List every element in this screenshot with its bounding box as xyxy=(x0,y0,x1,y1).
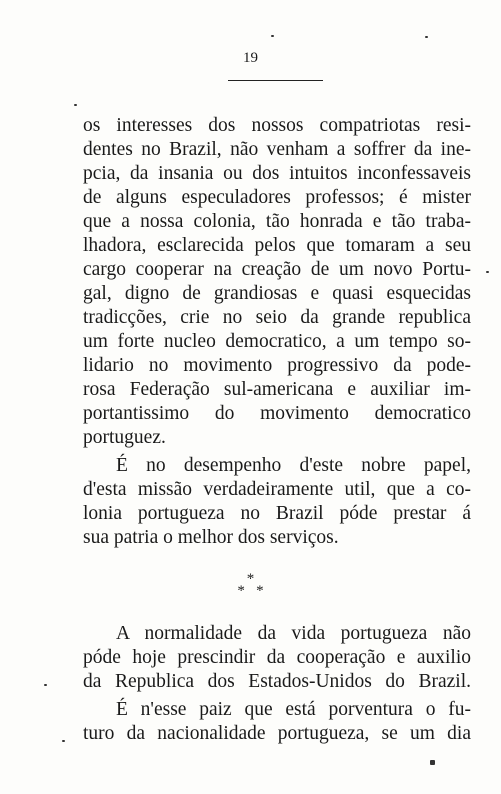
text-line: turo da nacionalidade portugueza, se um dia xyxy=(83,723,471,744)
scan-speck xyxy=(486,271,489,273)
text-line: A normalidade da vida portugueza não xyxy=(116,623,471,644)
text-line: d'esta missão verdadeiramente util, que a co- xyxy=(83,479,471,500)
text-line: tradicções, crie no seio da grande republica xyxy=(83,307,471,328)
scan-speck xyxy=(44,684,47,686)
text-line: cargo cooperar na creação de um novo Portu- xyxy=(83,259,471,280)
text-line: portantissimo do movimento democratico xyxy=(83,403,471,424)
text-line: É no desempenho d'este nobre papel, xyxy=(116,455,471,476)
header-rule xyxy=(228,80,323,81)
text-line: dentes no Brazil, não venham a soffrer da ine- xyxy=(83,139,471,160)
text-line: que a nossa colonia, tão honrada e tão traba- xyxy=(83,211,471,232)
scan-speck xyxy=(74,104,77,106)
text-line: da Republica dos Estados-Unidos do Brazil. xyxy=(83,671,471,692)
text-line: póde hoje prescindir da cooperação e auxilio xyxy=(83,647,471,668)
scan-speck xyxy=(271,35,274,37)
asterism-top: * xyxy=(246,571,255,587)
scan-speck xyxy=(62,740,65,742)
page-number: 19 xyxy=(243,50,258,66)
text-line: lhadora, esclarecida pelos que tomaram a seu xyxy=(83,235,471,256)
text-line: lonia portugueza no Brazil póde prestar á xyxy=(83,503,471,524)
scan-speck xyxy=(425,36,428,38)
text-line: os interesses dos nossos compatriotas resi- xyxy=(83,115,471,136)
text-line: portuguez. xyxy=(83,427,166,448)
text-line: de alguns especuladores professos; é mister xyxy=(83,187,471,208)
text-line: pcia, da insania ou dos intuitos inconfessaveis xyxy=(83,163,471,184)
asterism-bottom: * * xyxy=(237,583,264,599)
text-line: gal, digno de grandiosas e quasi esquecidas xyxy=(83,283,471,304)
text-line: É n'esse paiz que está porventura o fu- xyxy=(116,699,471,720)
text-line: lidario no movimento progressivo da pode- xyxy=(83,355,471,376)
text-line: um forte nucleo democratico, a um tempo so- xyxy=(83,331,471,352)
text-line: rosa Federação sul-americana e auxiliar im- xyxy=(83,379,471,400)
scan-speck xyxy=(430,760,435,765)
text-line: sua patria o melhor dos serviços. xyxy=(83,527,339,548)
